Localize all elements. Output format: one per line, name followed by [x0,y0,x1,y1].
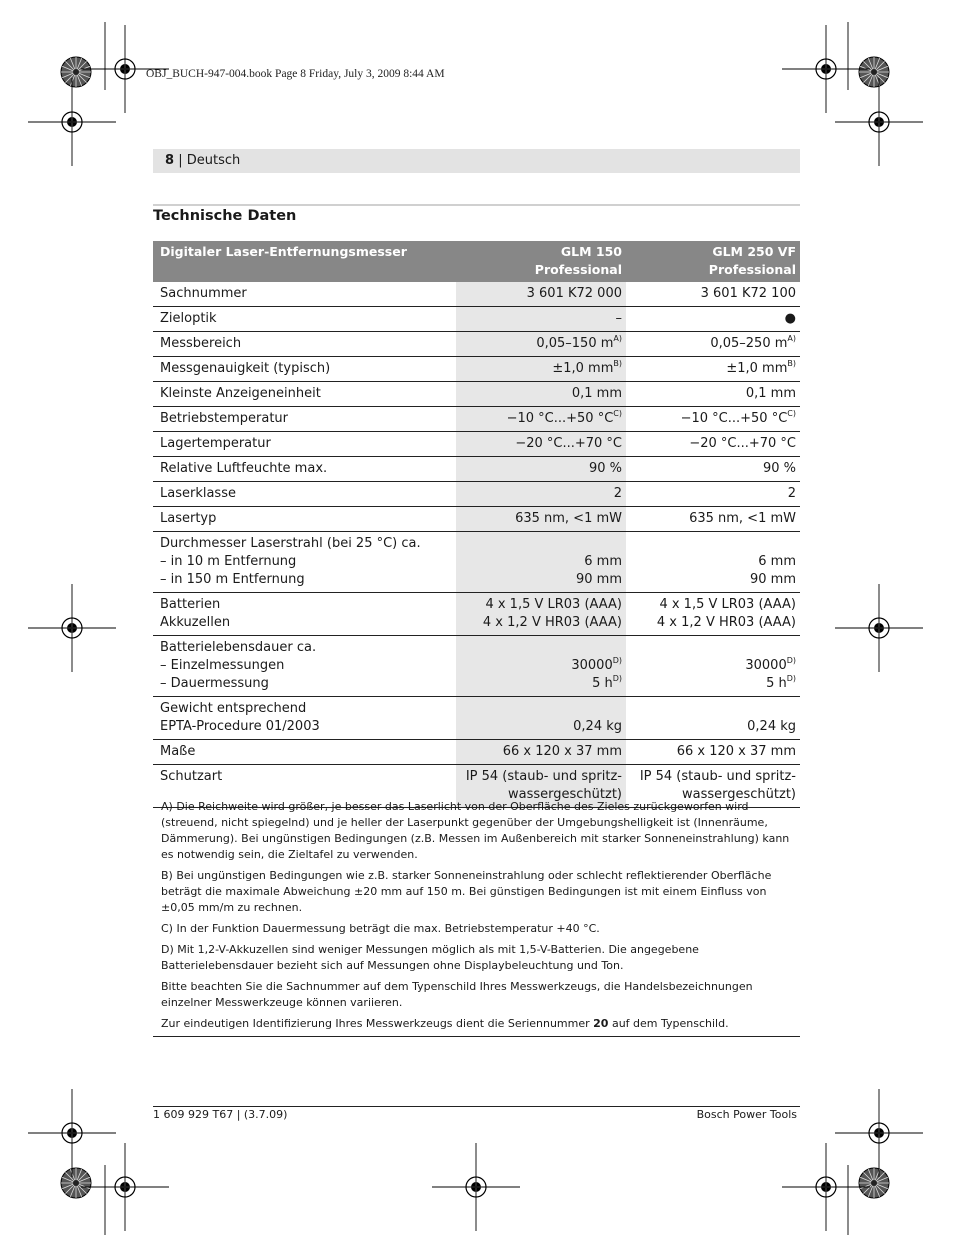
table-row [153,357,800,382]
value-line [633,360,796,378]
value-glm150 [456,282,626,307]
footnotes [161,799,791,1037]
value-text: −20 °C...+70 °C [689,436,796,451]
table-row [153,432,800,457]
footnote-ref: B) [787,359,796,368]
value-text: 66 x 120 x 37 mm [676,744,796,759]
header-glm250-series: Professional [708,262,796,277]
value-line [633,614,796,632]
value-text: 5 h [766,676,787,691]
value-line [463,410,622,428]
row-label [153,507,456,532]
value-line [633,768,796,786]
value-line [633,743,796,761]
row-label-line: EPTA-Procedure 01/2003 [160,719,320,734]
row-label-line: – in 150 m Entfernung [160,572,305,587]
print-slug: OBJ_BUCH-947-004.book Page 8 Friday, July 3, 2009 8:44 AM [146,68,445,80]
row-label-line: Schutzart [160,769,223,784]
row-label-line: – Einzelmessungen [160,658,285,673]
value-line [463,614,622,632]
table-row [153,740,800,765]
note-article-number: Bitte beachten Sie die Sachnummer auf dem Typenschild Ihres Messwerkzeugs, die Handelsbezeichnungen einzelner Messwerkzeuge können variieren. [161,980,753,1009]
value-line [463,675,622,693]
value-line [633,510,796,528]
value-line [633,675,796,693]
value-line [463,485,622,503]
value-line [633,285,796,303]
value-glm150 [456,697,626,740]
header-separator: | [178,153,183,168]
page-header [153,149,800,173]
value-line [463,553,622,571]
value-glm150 [456,507,626,532]
value-text: 0,24 kg [747,719,796,734]
value-line [633,571,796,589]
value-glm250 [626,282,800,307]
value-text: 4 x 1,2 V HR03 (AAA) [656,615,796,630]
notes-rule [153,1036,800,1037]
footnote-d: D) Mit 1,2-V-Akkuzellen sind weniger Messungen möglich als mit 1,5-V-Batterien. Die angegebene Batterielebensdauer bezieht sich auf Messungen ohne Displaybeleuchtung und Ton. [161,943,699,972]
row-label-line: Akkuzellen [160,615,231,630]
value-glm150 [456,332,626,357]
value-text: 90 mm [749,572,796,587]
footnote-c: C) In der Funktion Dauermessung beträgt die max. Betriebstemperatur +40 °C. [161,922,600,935]
table-row [153,532,800,593]
value-glm250 [626,457,800,482]
value-text: 90 mm [575,572,622,587]
value-text: 0,1 mm [745,386,796,401]
value-text: ±1,0 mm [552,361,614,376]
value-glm250 [626,636,800,697]
row-label [153,282,456,307]
value-text: −10 °C...+50 °C [680,411,788,426]
value-line [633,657,796,675]
value-text: wassergeschützt) [682,787,796,802]
footnote-ref: D) [786,674,796,683]
header-language: Deutsch [186,153,241,168]
value-glm250 [626,357,800,382]
row-label-line: Sachnummer [160,286,247,301]
row-label [153,482,456,507]
value-glm250 [626,432,800,457]
value-text: 2 [787,486,796,501]
row-label [153,636,456,697]
value-text: IP 54 (staub- und spritz- [465,769,622,784]
table-row [153,382,800,407]
value-text: 635 nm, <1 mW [515,511,622,526]
value-glm250 [626,307,800,332]
value-text: 6 mm [584,554,622,569]
row-label-line: – in 10 m Entfernung [160,554,297,569]
row-label [153,307,456,332]
value-line [633,435,796,453]
header-label: Digitaler Laser-Entfernungsmesser [153,241,456,282]
footnote-ref: C) [613,409,622,418]
value-text: 2 [613,486,622,501]
page-number: 8 [165,153,175,168]
value-text: 635 nm, <1 mW [689,511,796,526]
value-text: 0,05–250 m [710,336,788,351]
value-text: 6 mm [758,554,796,569]
row-label-line: Zieloptik [160,311,217,326]
row-label-line: Messbereich [160,336,242,351]
row-label [153,357,456,382]
value-line [463,335,622,353]
row-label [153,382,456,407]
value-text: −20 °C...+70 °C [515,436,622,451]
value-text: 0,1 mm [571,386,622,401]
row-label-line: – Dauermessung [160,676,269,691]
value-glm150 [456,457,626,482]
value-text: IP 54 (staub- und spritz- [639,769,796,784]
value-line [633,596,796,614]
value-text: 30000 [745,658,787,673]
value-text: 30000 [571,658,613,673]
header-glm150-model: GLM 150 [560,244,622,259]
footnote-a: A) Die Reichweite wird größer, je besser das Laserlicht von der Oberfläche des Zieles zurückgeworfen wird (streuend, nicht spiegelnd) und je heller der Laserpunkt gegenüber der Umgebungshelligkeit ist (Innenräume, Dämmerung). Bei ungünstigen Bedingungen (z.B. Messen im Außenbereich mit starker Sonneneinstrahlung) kann es notwendig sein, die Zieltafel zu verwenden. [161,800,790,861]
value-text: ±1,0 mm [726,361,788,376]
value-text: 4 x 1,2 V HR03 (AAA) [482,615,622,630]
value-text: wassergeschützt) [508,787,622,802]
value-glm150 [456,482,626,507]
value-text: −10 °C...+50 °C [506,411,614,426]
row-label-line: Lagertemperatur [160,436,271,451]
table-row [153,457,800,482]
footnote-ref: C) [787,409,796,418]
row-label-line: Maße [160,744,196,759]
value-line [463,743,622,761]
value-line [463,657,622,675]
row-label [153,432,456,457]
value-text: 66 x 120 x 37 mm [502,744,622,759]
value-text: 4 x 1,5 V LR03 (AAA) [659,597,796,612]
value-text: 3 601 K72 100 [700,286,796,301]
value-line [463,460,622,478]
value-line [463,596,622,614]
footer-brand: Bosch Power Tools [696,1108,797,1121]
table-row [153,593,800,636]
value-glm150 [456,532,626,593]
value-line [633,410,796,428]
row-label-line: Batterielebensdauer ca. [160,640,317,655]
value-glm250 [626,407,800,432]
footnote-ref: D) [612,674,622,683]
section-title: Technische Daten [153,208,297,224]
value-glm250 [626,740,800,765]
header-glm150 [456,241,626,282]
row-label-line: Durchmesser Laserstrahl (bei 25 °C) ca. [160,536,421,551]
row-label-line: Lasertyp [160,511,217,526]
value-glm250 [626,482,800,507]
value-line [633,718,796,736]
header-glm250-model: GLM 250 VF [712,244,796,259]
value-glm150 [456,307,626,332]
value-glm250 [626,593,800,636]
row-label-line: Relative Luftfeuchte max. [160,461,328,476]
value-line [463,385,622,403]
value-glm150 [456,382,626,407]
table-row [153,482,800,507]
value-text: 4 x 1,5 V LR03 (AAA) [485,597,622,612]
row-label [153,532,456,593]
value-line [463,285,622,303]
spec-table [153,241,800,808]
footnote-ref: A) [613,334,622,343]
value-line [463,360,622,378]
value-text: 0,24 kg [573,719,622,734]
value-text: 0,05–150 m [536,336,614,351]
row-label-line: Kleinste Anzeigeneinheit [160,386,321,401]
value-text: – [615,311,622,326]
row-label [153,407,456,432]
row-label-line: Gewicht entsprechend [160,701,307,716]
value-glm250 [626,697,800,740]
row-label [153,697,456,740]
table-row [153,307,800,332]
footer-doc-number: 1 609 929 T67 | (3.7.09) [153,1108,288,1121]
row-label [153,457,456,482]
value-line [463,718,622,736]
footnote-ref: B) [613,359,622,368]
value-line [633,485,796,503]
value-glm250 [626,507,800,532]
value-line [463,510,622,528]
value-line [633,553,796,571]
value-glm150 [456,636,626,697]
footnote-ref: D) [786,656,796,665]
row-label-line: Laserklasse [160,486,236,501]
value-glm150 [456,593,626,636]
table-row [153,697,800,740]
value-line [463,310,622,328]
value-line [463,768,622,786]
value-line [463,571,622,589]
footnote-b: B) Bei ungünstigen Bedingungen wie z.B. starker Sonneneinstrahlung oder schlecht reflektierender Oberfläche beträgt die maximale Abweichung ±20 mm auf 150 m. Bei günstigen Bedingungen ist mit einem Einfluss von ±0,05 mm/m zu rechnen. [161,869,772,914]
value-line [633,460,796,478]
value-text: 90 % [762,461,796,476]
value-line [633,385,796,403]
table-row [153,507,800,532]
value-text: 5 h [592,676,613,691]
row-label-line: Betriebstemperatur [160,411,288,426]
value-glm250 [626,382,800,407]
note-serial-text-1: Zur eindeutigen Identifizierung Ihres Messwerkzeugs dient die Seriennummer [161,1017,594,1030]
table-row [153,636,800,697]
row-label [153,332,456,357]
header-glm250 [626,241,800,282]
value-line [633,310,796,328]
spec-table-header [153,241,800,282]
table-row [153,282,800,307]
row-label-line: Messgenauigkeit (typisch) [160,361,331,376]
table-row [153,332,800,357]
value-glm250 [626,532,800,593]
row-label [153,593,456,636]
value-glm250 [626,332,800,357]
value-glm150 [456,407,626,432]
footnote-ref: A) [787,334,796,343]
value-text: 3 601 K72 000 [526,286,622,301]
footer-rule [153,1106,800,1107]
value-text: 90 % [588,461,622,476]
note-serial-number [161,1016,791,1032]
table-row [153,407,800,432]
value-glm150 [456,432,626,457]
footnote-ref: D) [612,656,622,665]
value-line [633,335,796,353]
row-label-line: Batterien [160,597,221,612]
note-serial-ref: 20 [593,1017,609,1030]
row-label [153,740,456,765]
value-line [463,435,622,453]
value-glm150 [456,357,626,382]
note-serial-text-2: auf dem Typenschild. [608,1017,729,1030]
section-rule [153,204,800,206]
header-glm150-series: Professional [534,262,622,277]
value-text: ● [784,311,796,326]
value-glm150 [456,740,626,765]
